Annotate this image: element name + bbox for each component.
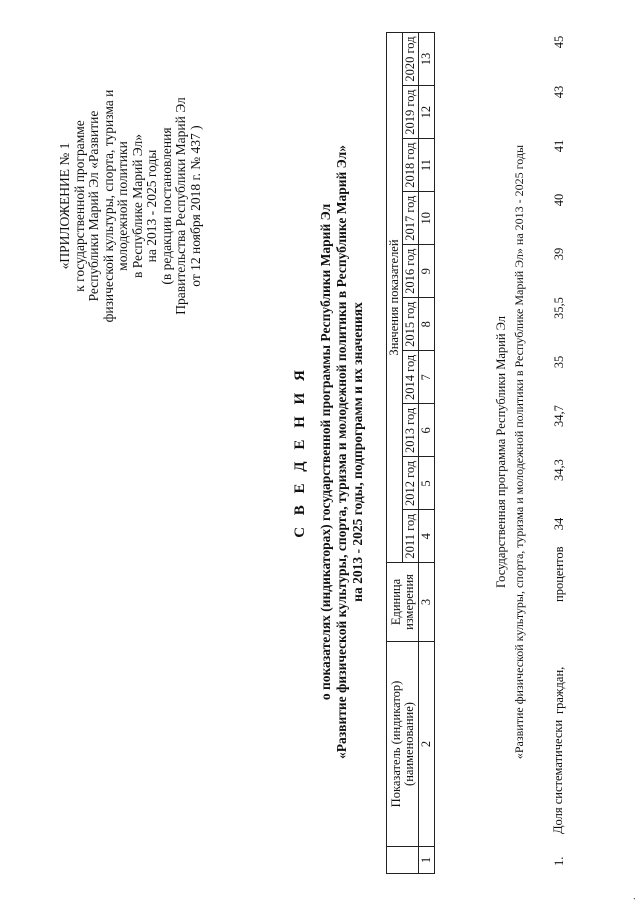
section-program-name: «Развитие физической культуры, спорта, туризма и молодежной политики в Республике Марий Эл» на 2013 - 2025 годы bbox=[512, 144, 526, 760]
column-number: 11 bbox=[419, 139, 435, 192]
column-number: 3 bbox=[419, 563, 435, 642]
header-year: 2013 год bbox=[403, 404, 419, 457]
header-number-blank bbox=[387, 847, 419, 874]
header-year: 2015 год bbox=[403, 298, 419, 351]
row-value: 34,7 bbox=[552, 405, 566, 427]
column-number: 7 bbox=[419, 351, 435, 404]
subtitle-line: «Развитие физической культуры, спорта, туризма и молодежной политики в Республике Марий Эл» bbox=[334, 145, 349, 759]
header-values-group: Значения показателей bbox=[387, 33, 403, 563]
document-subtitle bbox=[318, 0, 366, 904]
row-value: 39 bbox=[552, 247, 566, 261]
column-number: 6 bbox=[419, 404, 435, 457]
row-value: 45 bbox=[552, 35, 566, 49]
page-mark: . bbox=[627, 897, 638, 900]
header-year: 2019 год bbox=[403, 86, 419, 139]
header-year: 2012 год bbox=[403, 457, 419, 510]
header-year: 2014 год bbox=[403, 351, 419, 404]
annex-line: от 12 ноября 2018 г. № 437 ) bbox=[187, 125, 203, 287]
header-year: 2011 год bbox=[403, 510, 419, 563]
row-value: 35,5 bbox=[552, 297, 566, 319]
row-indicator-name: Доля систематически bbox=[551, 719, 565, 834]
table-header-row bbox=[387, 33, 403, 874]
annex-line: молодежной политики bbox=[115, 141, 130, 271]
row-value: 43 bbox=[552, 85, 566, 99]
column-number: 9 bbox=[419, 245, 435, 298]
header-year: 2016 год bbox=[403, 245, 419, 298]
document-title: С В Е Д Е Н И Я bbox=[292, 366, 308, 538]
row-value: 34,3 bbox=[552, 459, 566, 481]
subtitle-line: о показателях (индикаторах) государственной программы Республики Марий Эл bbox=[318, 203, 333, 701]
annex-line: к государственной программе bbox=[71, 120, 87, 292]
header-indicator: Показатель (индикатор) (наименование) bbox=[387, 642, 419, 847]
annex-line: на 2013 - 2025 годы bbox=[144, 149, 159, 263]
column-number: 10 bbox=[419, 192, 435, 245]
row-indicator-name-cont: граждан, bbox=[552, 666, 566, 714]
annex-block bbox=[58, 56, 203, 356]
column-number: 2 bbox=[419, 642, 435, 847]
column-number: 5 bbox=[419, 457, 435, 510]
indicators-table bbox=[386, 32, 435, 874]
row-value: 35 bbox=[552, 355, 566, 369]
header-year: 2020 год bbox=[403, 33, 419, 86]
row-unit: процентов bbox=[552, 546, 566, 602]
row-value: 40 bbox=[552, 193, 566, 207]
column-number: 12 bbox=[419, 86, 435, 139]
annex-line: Республики Марий Эл «Развитие bbox=[86, 110, 101, 302]
annex-line: физической культуры, спорта, туризма и bbox=[100, 89, 116, 323]
table-row bbox=[548, 32, 588, 874]
annex-line: «ПРИЛОЖЕНИЕ № 1 bbox=[57, 142, 72, 270]
row-number: 1. bbox=[552, 856, 566, 866]
section-program-title: Государственная программа Республики Марий Эл bbox=[494, 316, 508, 588]
table-column-numbers-row bbox=[419, 33, 435, 874]
annex-line: в Республике Марий Эл» bbox=[129, 133, 145, 279]
annex-line: (в редакции постановления bbox=[158, 127, 174, 285]
column-number: 8 bbox=[419, 298, 435, 351]
column-number: 13 bbox=[419, 33, 435, 86]
column-number: 4 bbox=[419, 510, 435, 563]
row-value: 41 bbox=[552, 139, 566, 153]
subtitle-line: на 2013 - 2025 годы, подпрограмм и их значениях bbox=[350, 302, 365, 602]
row-value: 34 bbox=[552, 517, 566, 531]
column-number: 1 bbox=[419, 847, 435, 874]
header-year: 2017 год bbox=[403, 192, 419, 245]
header-unit: Единица измерения bbox=[387, 563, 419, 642]
annex-line: Правительства Республики Марий Эл bbox=[173, 97, 188, 315]
header-year: 2018 год bbox=[403, 139, 419, 192]
